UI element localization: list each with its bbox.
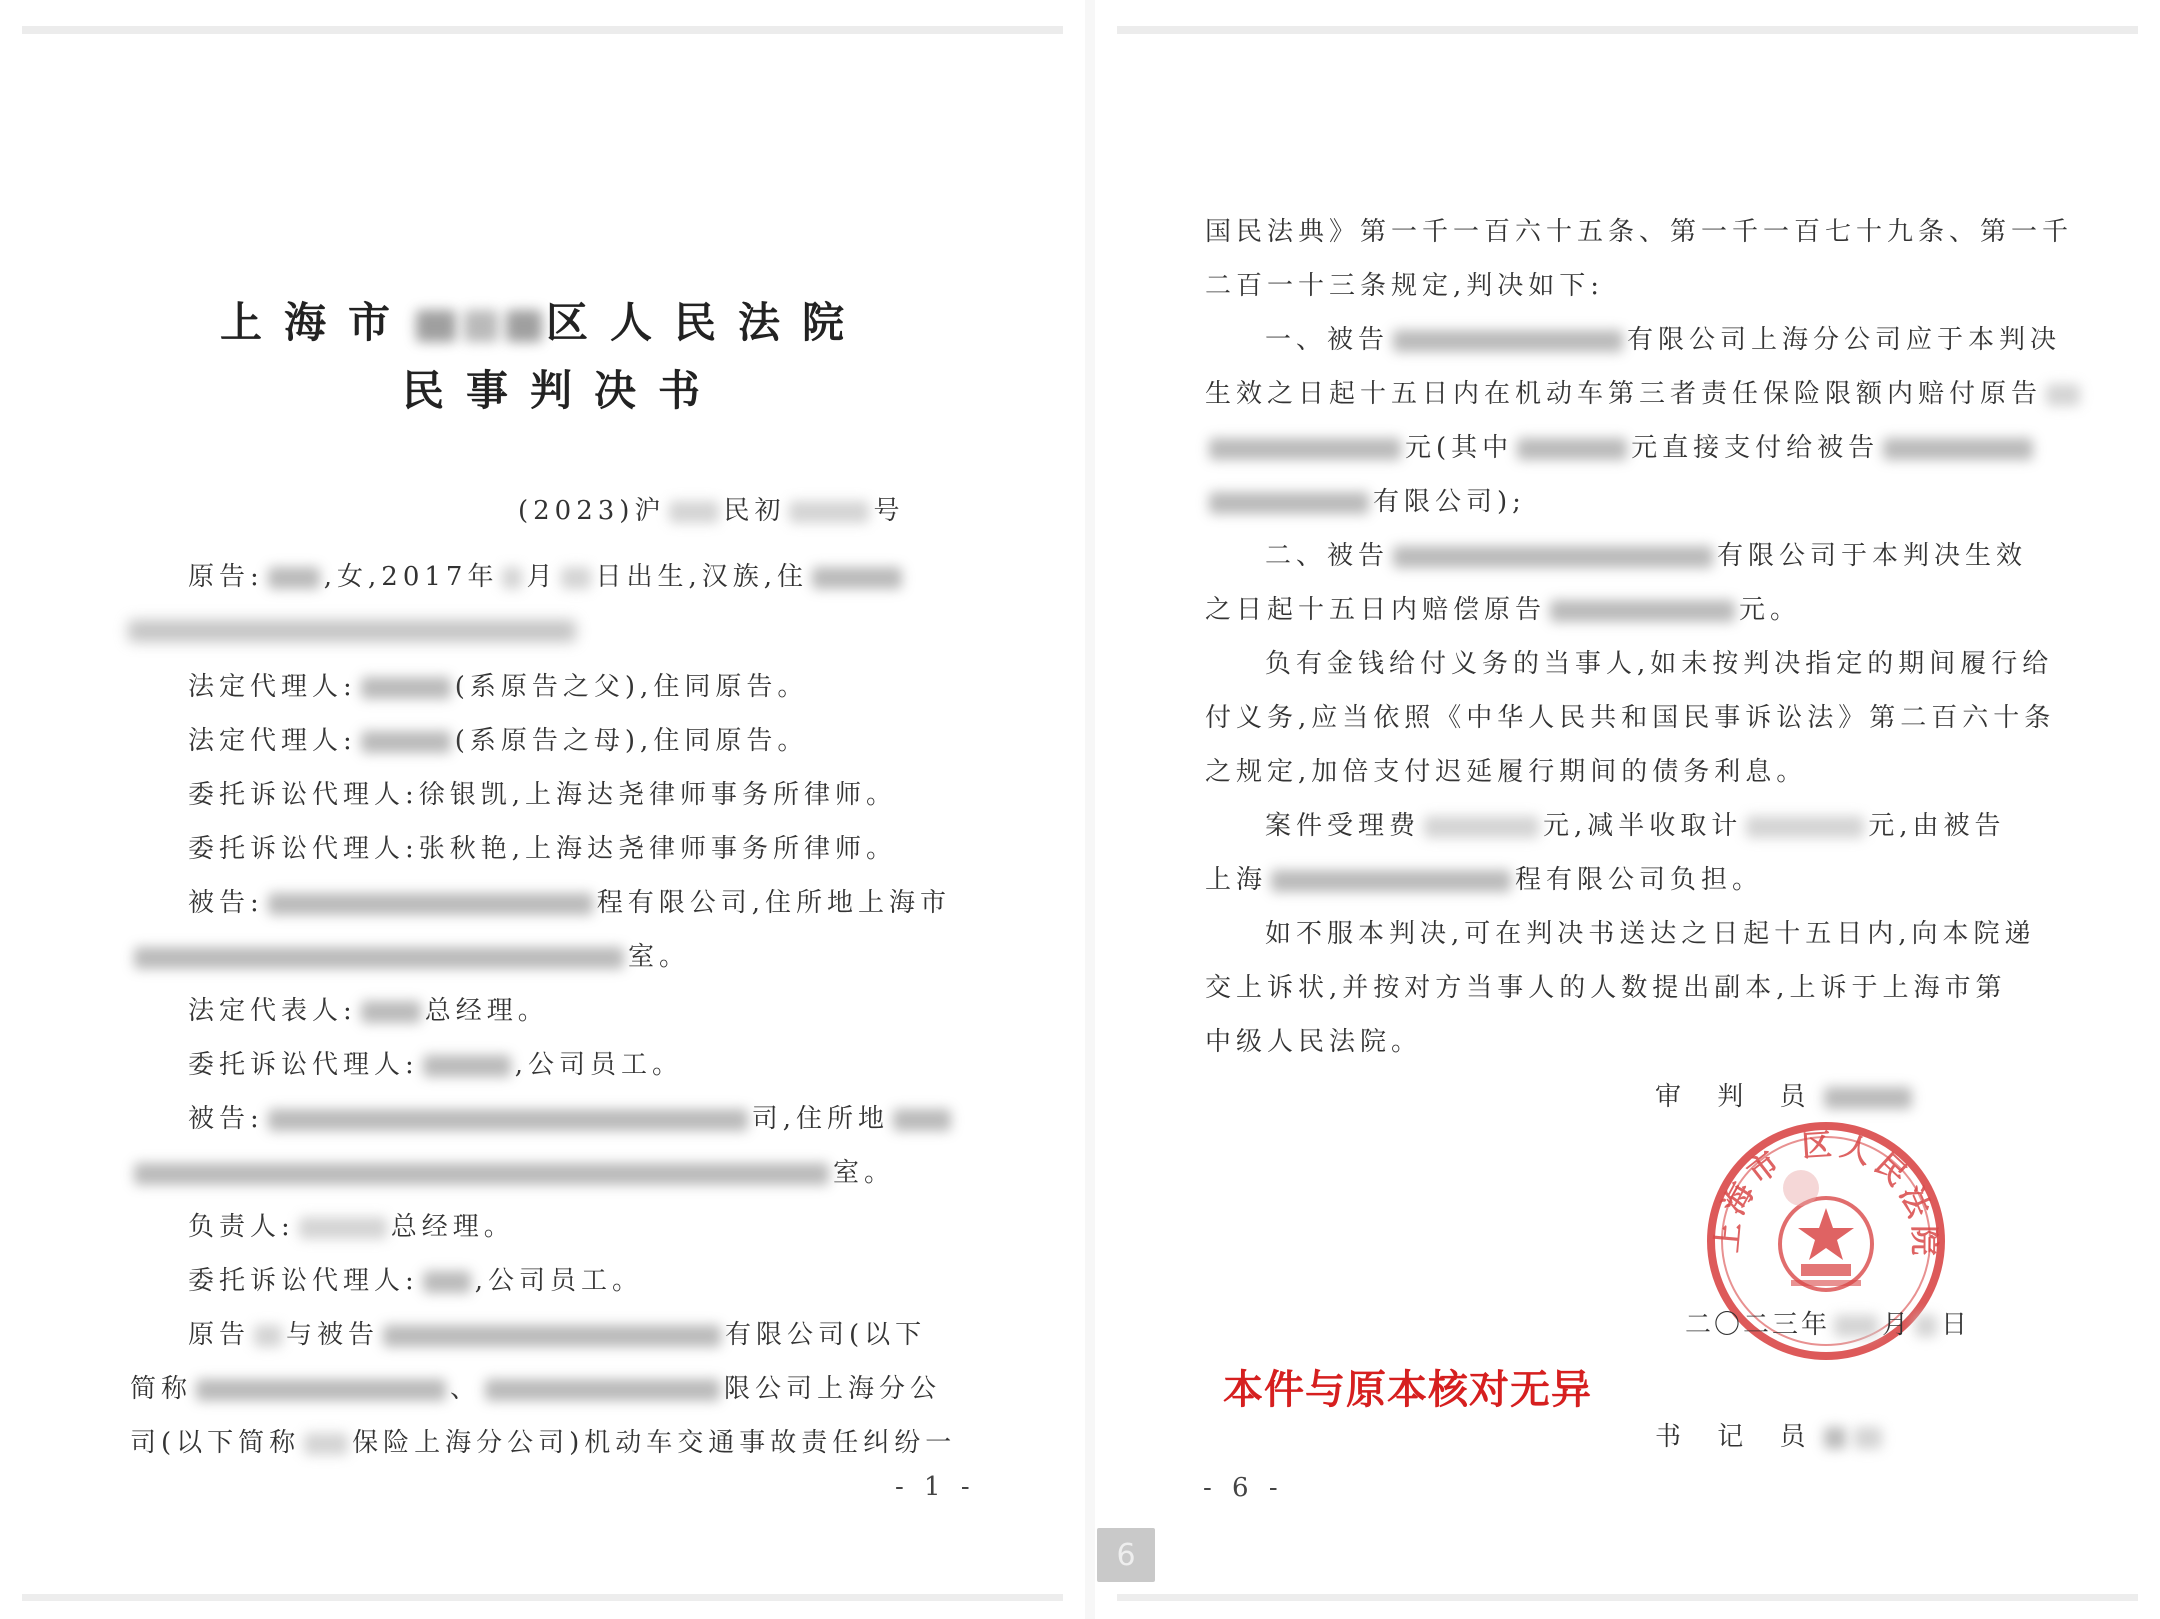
- payment-obligation-line-1: 负有金钱给付义务的当事人,如未按判决指定的期间履行给: [1265, 649, 2054, 679]
- page-edge-bottom: [22, 1594, 1063, 1601]
- plaintiff-line: 原告: ,女,2017年 月 日出生,汉族,住: [188, 560, 906, 594]
- page-number: - 6 -: [1203, 1473, 1284, 1503]
- page-edge-bottom: [1117, 1594, 2138, 1601]
- case-number: (2023)沪 民初 号: [518, 496, 905, 526]
- case-fee-line-1: 案件受理费 元,减半收取计 元,由被告: [1265, 811, 2006, 841]
- judgment-item-1-line-4: 有限公司);: [1205, 485, 1526, 519]
- defendant-1-address: 室。: [130, 940, 690, 974]
- legal-rep-line: 法定代表人: 总经理。: [188, 996, 549, 1026]
- seal-text: 上海市 区人民法院: [1709, 1127, 1942, 1262]
- judgment-date: 二〇二三年 月 日: [1685, 1310, 1971, 1340]
- page-edge-top: [1117, 26, 2138, 34]
- judgment-item-1-line-1: 一、被告 有限公司上海分公司应于本判决: [1265, 325, 2062, 355]
- agent-line-1: 委托诉讼代理人:徐银凯,上海达尧律师事务所律师。: [188, 780, 898, 810]
- defendant-1-line: 被告: 程有限公司,住所地上海市: [188, 888, 952, 918]
- manager-line: 负责人: 总经理。: [188, 1212, 515, 1242]
- page-indicator-badge[interactable]: 6: [1097, 1528, 1155, 1582]
- payment-obligation-line-2: 付义务,应当依照《中华人民共和国民事诉讼法》第二百六十条: [1205, 703, 2056, 733]
- verified-copy-stamp: 本件与原本核对无异: [1223, 1367, 1592, 1413]
- appeal-line-3: 中级人民法院。: [1205, 1027, 1423, 1057]
- judgment-line-1: 国民法典》第一千一百六十五条、第一千一百七十九条、第一千: [1205, 217, 2074, 247]
- judgment-item-2-line-1: 二、被告 有限公司于本判决生效: [1265, 541, 2028, 571]
- judgment-line-2: 二百一十三条规定,判决如下:: [1205, 271, 1605, 301]
- page-edge-top: [22, 26, 1063, 34]
- appeal-line-1: 如不服本判决,可在判决书送达之日起十五日内,向本院递: [1265, 919, 2036, 949]
- agent-line-4: 委托诉讼代理人: ,公司员工。: [188, 1266, 644, 1296]
- page-number: - 1 -: [895, 1472, 976, 1502]
- case-summary-line-3: 司(以下简称 保险上海分公司)机动车交通事故责任纠纷一: [130, 1428, 957, 1458]
- appeal-line-2: 交上诉状,并按对方当事人的人数提出副本,上诉于上海市第: [1205, 973, 2007, 1003]
- document-page-6: [1095, 0, 2160, 1619]
- court-name-title: 上海市 区人民法院: [220, 298, 867, 347]
- case-summary-line-2: 简称 、 限公司上海分公: [130, 1374, 942, 1404]
- document-type-title: 民事判决书: [402, 366, 723, 415]
- redacted-address: [128, 620, 576, 642]
- defendant-2-address: 室。: [130, 1156, 895, 1190]
- defendant-2-line: 被告: 司,住所地: [188, 1102, 955, 1136]
- clerk-signature: 书 记 员: [1655, 1420, 1886, 1454]
- agent-line-2: 委托诉讼代理人:张秋艳,上海达尧律师事务所律师。: [188, 834, 898, 864]
- page-gutter: [1085, 0, 1095, 1619]
- guardian-mother-line: 法定代理人: (系原告之母),住同原告。: [188, 726, 809, 756]
- judgment-item-1-line-3: 元(其中 元直接支付给被告: [1205, 431, 2037, 465]
- agent-line-3: 委托诉讼代理人: ,公司员工。: [188, 1050, 684, 1080]
- guardian-father-line: 法定代理人: (系原告之父),住同原告。: [188, 672, 809, 702]
- judge-signature: 审 判 员: [1655, 1080, 1916, 1114]
- case-fee-line-2: 上海 程有限公司负担。: [1205, 865, 1764, 895]
- judgment-item-1-line-2: 生效之日起十五日内在机动车第三者责任保险限额内赔付原告: [1205, 377, 2084, 411]
- case-summary-line-1: 原告 与被告 有限公司(以下: [188, 1320, 927, 1350]
- judgment-item-2-line-2: 之日起十五日内赔偿原告 元。: [1205, 595, 1802, 625]
- payment-obligation-line-3: 之规定,加倍支付迟延履行期间的债务利息。: [1205, 757, 1808, 787]
